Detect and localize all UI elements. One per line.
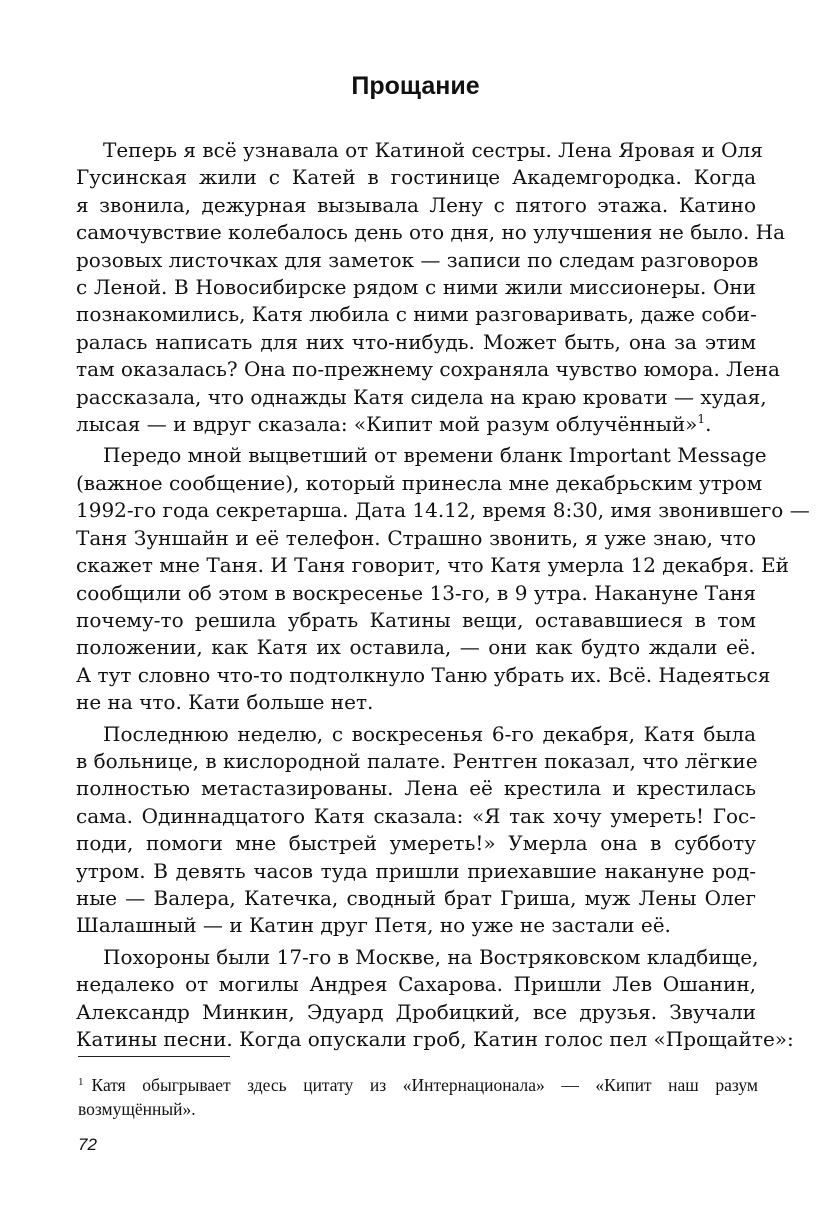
footnote-marker: 1 [78,1076,84,1088]
text-line: с Леной. В Новосибирске рядом с ними жили миссионеры. Они [76,275,756,300]
text-line: Передо мной выцветший от времени бланк Important Message [103,443,767,468]
text-line: сообщили об этом в воскресенье 13-го, в 9 утра. Накануне Таня [76,580,756,605]
body-text [76,137,810,1053]
text-line: не на что. Кати больше нет. [76,690,374,715]
text-line: скажет мне Таня. И Таня говорит, что Катя умерла 12 декабря. Ей [76,553,789,578]
text-line: А тут словно что-то подтолкнуло Таню убрать их. Всё. Надеяться [76,662,771,687]
text-line: поди, помоги мне быстрей умереть!» Умерла она в субботу [76,831,756,856]
footnote-reference[interactable]: 1 [697,412,706,427]
text-line: там оказалась? Она по-прежнему сохраняла чувство юмора. Лена [76,357,780,382]
footnote [78,1070,758,1121]
text-line: Последнюю неделю, с воскресенья 6-го декабря, Катя была [103,721,756,746]
text-line: ралась написать для них что-нибудь. Может быть, она за этим [76,329,756,354]
text-line: сама. Одиннадцатого Катя сказала: «Я так хочу умереть! Гос- [76,803,756,828]
text-line [76,411,756,438]
text-line: Катины песни. Когда опускали гроб, Катин голос пел «Прощайте»: [76,1027,794,1051]
text-line: утром. В девять часов туда пришли приехавшие накануне род- [76,858,756,883]
paragraph [76,442,810,716]
footnote-separator [78,1056,230,1057]
footnote-text: Катя обыгрывает здесь цитату из «Интернационала» — «Кипит наш разум [91,1075,758,1095]
text-line: Шалашный — и Катин друг Петя, но уже не застали её. [76,913,671,938]
chapter-title: Прощание [351,72,480,100]
text-line: Таня Зуншайн и её телефон. Страшно звонить, я уже знаю, что [76,525,756,550]
text-line: я звонила, дежурная вызывала Лену с пятого этажа. Катино [76,192,756,217]
text-line: Гусинская жили с Катей в гостинице Академгородка. Когда [76,165,756,190]
text-line: почему-то решила убрать Катины вещи, остававшиеся в том [76,607,756,632]
punctuation: . [705,412,712,437]
footnote-line [78,1070,758,1097]
text-line: 1992-го года секретарша. Дата 14.12, время 8:30, имя звонившего — [76,498,810,523]
text-line: Александр Минкин, Эдуард Дробицкий, все друзья. Звучали [76,999,756,1024]
text-line: полностью метастазированы. Лена её крестила и крестилась [76,776,756,801]
paragraph [76,721,756,940]
text-line: недалеко от могилы Андрея Сахарова. Пришли Лев Ошанин, [76,972,756,997]
text-line: познакомились, Катя любила с ними разговаривать, даже соби- [76,302,757,327]
text-line-content: лысая — и вдруг сказала: «Кипит мой разум облучённый» [76,412,698,437]
text-line: положении, как Катя их оставила, — они как будто ждали её. [76,635,756,660]
text-line: Похороны были 17-го в Москве, на Востряковском кладбище, [103,944,759,969]
paragraph [76,944,794,1054]
page-number: 72 [78,1135,97,1154]
footnote-line: возмущённый». [78,1099,196,1119]
text-line: самочувствие колебалось день ото дня, но улучшения не было. На [76,220,786,245]
text-line: розовых листочках для заметок — записи по следам разговоров [76,247,759,272]
text-line: в больнице, в кислородной палате. Рентген показал, что лёгкие [76,748,758,773]
paragraph [76,137,786,438]
text-line: Теперь я всё узнавала от Катиной сестры. Лена Яровая и Оля [103,138,763,162]
text-line: ные — Валера, Катечка, сводный брат Гриша, муж Лены Олег [76,885,756,910]
text-line: (важное сообщение), который принесла мне декабрьским утром [76,470,763,495]
text-line: рассказала, что однажды Катя сидела на краю кровати — худая, [76,384,767,409]
